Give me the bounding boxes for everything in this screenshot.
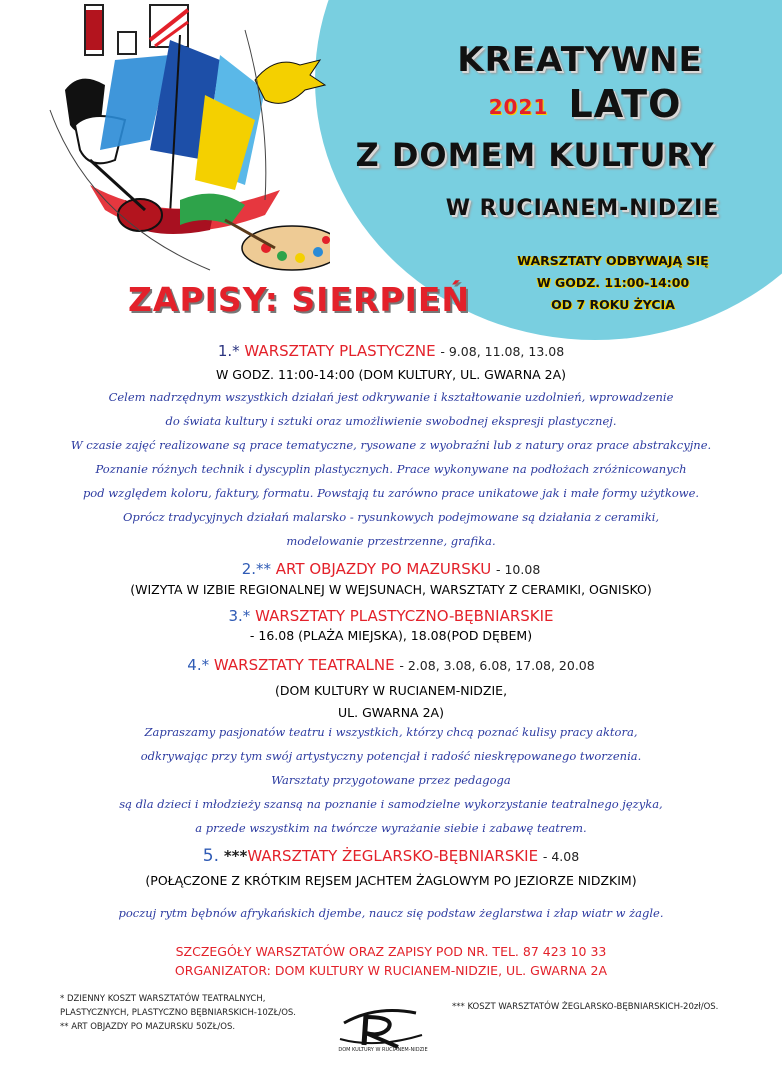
header-subtitle: Z DOMEM KULTURY bbox=[355, 136, 715, 174]
workshop-1-title-line bbox=[0, 342, 782, 360]
workshop-5-dates: - 4.08 bbox=[542, 849, 580, 864]
workshop-2-info: (WIZYTA W IZBIE REGIONALNEJ W WEJSUNACH, WARSZTATY Z CERAMIKI, OGNISKO) bbox=[130, 582, 652, 597]
workshop-3-title-line bbox=[0, 607, 782, 625]
logo-caption: DOM KULTURY W RUCIANEM-NIDZIE bbox=[338, 1047, 428, 1053]
workshop-4-info-2: UL. GWARNA 2A) bbox=[338, 705, 444, 720]
workshop-1-desc-4: Poznanie różnych technik i dyscyplin plastycznych. Prace wykonywane na podłożach zróżnicowanych bbox=[95, 462, 687, 476]
footnote-left-2: PLASTYCZNYCH, PLASTYCZNO BĘBNIARSKICH-10ZŁ/OS. bbox=[60, 1008, 297, 1018]
footnote-right: *** KOSZT WARSZTATÓW ŻEGLARSKO-BĘBNIARSKICH-20zł/OS. bbox=[452, 1002, 719, 1012]
workshop-1-desc-3: W czasie zajęć realizowane są prace tematyczne, rysowane z wyobraźni lub z natury oraz prace abstrakcyjne. bbox=[70, 438, 712, 452]
workshop-1-title: WARSZTATY PLASTYCZNE bbox=[244, 342, 436, 360]
workshop-5-title-line bbox=[0, 846, 782, 866]
workshop-5-title: WARSZTATY ŻEGLARSKO-BĘBNIARSKIE bbox=[247, 847, 539, 865]
dom-kultury-logo bbox=[336, 1003, 428, 1063]
colorful-art-illustration bbox=[30, 0, 330, 275]
header-location: W RUCIANEM-NIDZIE bbox=[445, 196, 720, 221]
workshop-2-title: ART OBJAZDY PO MAZURSKU bbox=[275, 560, 492, 578]
workshop-4-desc-1: Zapraszamy pasjonatów teatru i wszystkich, którzy chcą poznać kulisy pracy aktora, bbox=[144, 725, 638, 739]
workshop-1-desc-5: pod względem koloru, faktury, formatu. Powstają tu zarówno prace unikatowe jak i małe formy użytkowe. bbox=[82, 486, 700, 500]
header-title-lato bbox=[430, 82, 740, 126]
workshop-1-desc-6: Oprócz tradycyjnych działań malarsko - rysunkowych podejmowane są działania z ceramiki, bbox=[122, 510, 660, 524]
workshop-2-title-line bbox=[0, 560, 782, 578]
header-title-kreatywne: KREATYWNE bbox=[457, 40, 703, 80]
workshop-4-number: 4.* bbox=[187, 656, 210, 674]
footnote-left-1: * DZIENNY KOSZT WARSZTATÓW TEATRALNYCH, bbox=[60, 994, 266, 1004]
workshop-4-title: WARSZTATY TEATRALNE bbox=[213, 656, 395, 674]
workshop-4-desc-4: są dla dzieci i młodzieży szansą na poznanie i samodzielne wykorzystanie teatralnego języka, bbox=[119, 797, 663, 811]
workshop-5-desc: poczuj rytm bębnów afrykańskich djembe, naucz się podstaw żeglarstwa i złap wiatr w żagle. bbox=[118, 906, 664, 920]
workshop-4-dates: - 2.08, 3.08, 6.08, 17.08, 20.08 bbox=[399, 658, 595, 673]
workshop-4-title-line bbox=[0, 656, 782, 674]
header-lato-word: LATO bbox=[568, 82, 682, 126]
workshop-3-title: WARSZTATY PLASTYCZNO-BĘBNIARSKIE bbox=[255, 607, 554, 625]
contact-organizer: ORGANIZATOR: DOM KULTURY W RUCIANEM-NIDZIE, UL. GWARNA 2A bbox=[174, 963, 608, 978]
workshop-2-number: 2.** bbox=[241, 560, 272, 578]
workshop-1-desc-2: do świata kultury i sztuki oraz umożliwienie swobodnej ekspresji plastycznej. bbox=[165, 414, 617, 428]
workshop-5-stars: *** bbox=[223, 847, 248, 865]
workshop-4-desc-5: a przede wszystkim na twórcze wyrażanie siebie i zabawę teatrem. bbox=[195, 821, 587, 835]
footnote-left bbox=[60, 992, 296, 1034]
workshop-3-dates: - 16.08 (PLAŻA MIEJSKA), 18.08(POD DĘBEM) bbox=[249, 628, 533, 643]
workshop-1-desc-1: Celem nadrzędnym wszystkich działań jest odkrywanie i kształtowanie uzdolnień, wprowadzenie bbox=[108, 390, 674, 404]
footnote-left-3: ** ART OBJAZDY PO MAZURSKU 50ZŁ/OS. bbox=[60, 1022, 236, 1032]
workshop-1-info: W GODZ. 11:00-14:00 (DOM KULTURY, UL. GWARNA 2A) bbox=[215, 367, 567, 382]
zapisy-heading: ZAPISY: SIERPIEŃ bbox=[128, 280, 471, 319]
schedule-info bbox=[488, 250, 738, 316]
contact-phone: SZCZEGÓŁY WARSZTATÓW ORAZ ZAPISY POD NR. TEL. 87 423 10 33 bbox=[175, 944, 607, 959]
workshop-1-dates: - 9.08, 11.08, 13.08 bbox=[440, 344, 565, 359]
schedule-line-2: W GODZ. 11:00-14:00 bbox=[536, 275, 690, 290]
schedule-line-1: WARSZTATY ODBYWAJĄ SIĘ bbox=[517, 253, 709, 268]
schedule-line-3: OD 7 ROKU ŻYCIA bbox=[551, 297, 675, 312]
workshop-4-info-1: (DOM KULTURY W RUCIANEM-NIDZIE, bbox=[274, 683, 508, 698]
workshop-5-info: (POŁĄCZONE Z KRÓTKIM REJSEM JACHTEM ŻAGLOWYM PO JEZIORZE NIDZKIM) bbox=[145, 873, 637, 888]
workshop-1-number: 1.* bbox=[217, 342, 240, 360]
header-year: 2021 bbox=[488, 94, 549, 119]
workshop-5-number: 5. bbox=[202, 846, 220, 866]
workshop-1-desc-7: modelowanie przestrzenne, grafika. bbox=[286, 534, 496, 548]
workshop-2-dates: - 10.08 bbox=[496, 562, 541, 577]
workshop-4-desc-2: odkrywając przy tym swój artystyczny potencjał i radość nieskrępowanego tworzenia. bbox=[140, 749, 642, 763]
workshop-3-number: 3.* bbox=[228, 607, 251, 625]
workshop-4-desc-3: Warsztaty przygotowane przez pedagoga bbox=[271, 773, 511, 787]
